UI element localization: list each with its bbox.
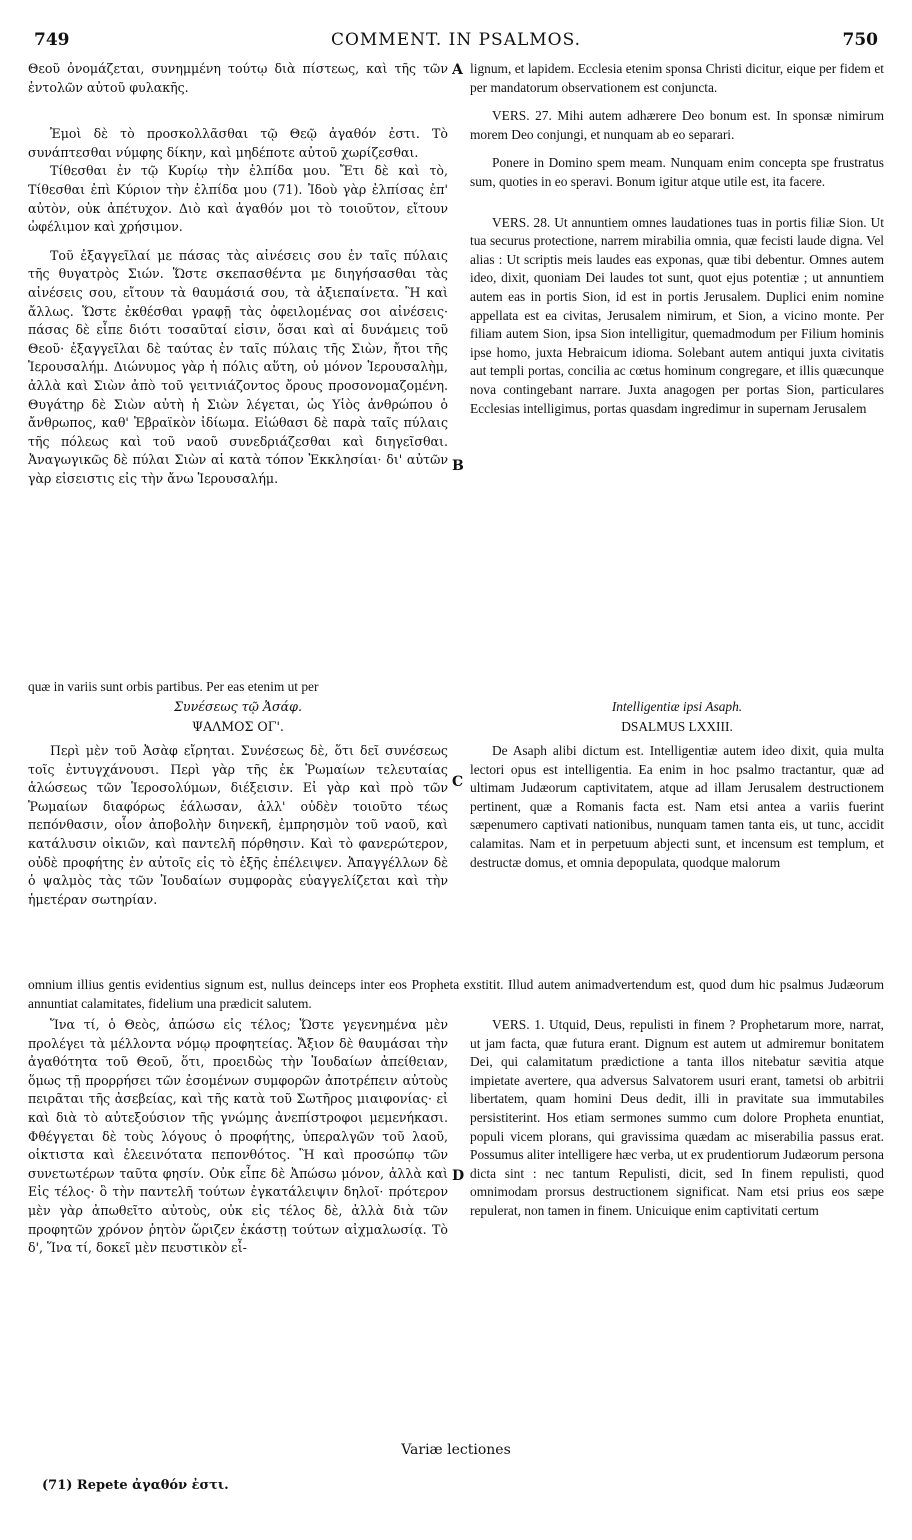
latin-paragraph: De Asaph alibi dictum est. Intelligentiæ autem ideo dixit, quia multa lectori opus est intelligentia. Ea enim in hoc psalmo tractantur, quæ ad ultimam Judæorum captivitatem, atque ad illam Jerusalem destructionem pertinent, quæ a Romanis facta est. Nam etsi antea a variis fuerint sæpenumero captivati nationibus, nunquam tamen tanta eis, ut tunc, accidit calamitas. Nam et in perpetuum abjecti sunt, et incensum est templum, et destructæ domus, et omnia depopulata, quodque malorum — [470, 743, 884, 870]
greek-psalm-heading: Συνέσεως τῷ Ἀσάφ. — [174, 699, 302, 714]
greek-paragraph: Περὶ μὲν τοῦ Ἀσὰφ εἴρηται. Συνέσεως δὲ, ὅτι δεῖ συνέσεως τοῖς ἐντυγχάνουσι. Περὶ γὰρ τῆς ἐκ Ῥωμαίων τελευταίας ἁλώσεως τῶν Ἱεροσολύμων, διέξεισιν. Εἰ γὰρ καὶ πρὸ τῶν Ῥωμαίων διαφόρως ἑάλωσαν, ἀλλ' οὐδὲν τοιοῦτο τέως πεπόνθασιν, οἷον ἀποβολὴν διηνεκῆ, ἐμπρησμὸν τοῦ ναοῦ, καὶ κατάλυσιν οἰκιῶν, καὶ παντελῆ πόρθησιν. Καὶ τὸ φανερώτερον, οὐδὲ προφήτης ἐν αὐτοῖς εἰς τὸ ἑξῆς ἐπέλειψεν. Ἀπαγγέλλων δὲ ὁ ψαλμὸς τὰς τῶν Ἰουδαίων συμφορὰς εὐαγγελίζεται καὶ τὴν ἡμετέραν σωτηρίαν. — [28, 743, 448, 907]
variae-lectiones-heading: Variæ lectiones — [401, 1442, 511, 1458]
margin-marker-d: D — [452, 1168, 465, 1184]
page-header — [28, 30, 884, 56]
greek-column-1 — [28, 60, 448, 488]
greek-paragraph: Τίθεσθαι ἐν τῷ Κυρίῳ τὴν ἐλπίδα μου. Ἔτι δὲ καὶ τὸ, Τίθεσθαι ἐπὶ Κύριον τὴν ἐλπίδα μου (71). Ἰδοὺ γὰρ ἐλπίσας ἐπ' αὐτὸν, οὐκ ἀπέτυχον. Διὸ καὶ ἀγαθόν μοι τὸ τοιοῦτον, εἴτουν ὠφέλιμον καὶ χρήσιμον. — [28, 163, 448, 235]
margin-marker-a: A — [452, 62, 463, 78]
latin-paragraph: lignum, et lapidem. Ecclesia etenim sponsa Christi dicitur, eique per fidem et per mandatorum observationem est conjuncta. — [470, 61, 884, 95]
page-number-left: 749 — [34, 30, 70, 50]
latin-psalm-heading: Intelligentiæ ipsi Asaph. — [611, 699, 743, 714]
greek-column-3 — [28, 1016, 448, 1258]
latin-column-3 — [470, 1016, 884, 1221]
greek-column-2 — [28, 742, 448, 909]
page-number-right: 750 — [842, 30, 878, 50]
greek-paragraph: Ἵνα τί, ὁ Θεὸς, ἀπώσω εἰς τέλος; Ὥστε γεγενημένα μὲν προλέγει τὰ μέλλοντα νόμῳ προφητείας. Ἄξιον δὲ θαυμάσαι τὴν ἀγαθότητα τοῦ Θεοῦ, ὅτι, προειδὼς τὴν Ἰουδαίων ἀπείθειαν, ὅμως τῇ προρρήσει τῶν ἐσομένων συμφορῶν ἀποτρέπειν αὐτοὺς πειρᾶται τῆς ἀσεβείας, καὶ τῆς κατὰ τοῦ Σωτῆρος μιαιφονίας· εἰ καὶ διὰ τὸ αὐτεξούσιον τῆς γνώμης ἀνεπίστροφοι μεμενήκασι. Φθέγγεται δὲ τοὺς λόγους ὁ προφήτης, ὑπεραλγῶν τοῦ λαοῦ, οἰκτιστα καὶ ἐλεεινότατα πεπονθότος. Ἢ καὶ προσώπῳ τῶν συνετωτέρων ταῦτα φησίν. Οὐκ εἶπε δὲ Ἀπώσω μόνον, ἀλλὰ καὶ Εἰς τέλος· ὃ τὴν παντελῆ τούτων ἐγκατάλειψιν δηλοῖ· πρότερον μὲν γὰρ ἀπωθεῖτο αὐτοὺς, οὐκ εἰς τέλος δὲ, ἀλλὰ διὰ τῶν προφητῶν χρόνον ῥητὸν ὥριζεν ἑκάστῃ τούτων αἰχμαλωσίᾳ. Τὸ δ', Ἵνα τί, δοκεῖ μὲν πευστικὸν εἶ- — [28, 1017, 448, 1256]
document-page — [28, 30, 884, 1510]
latin-column-1 — [470, 60, 884, 418]
footnote: (71) Repete ἀγαθόν ἐστι. — [42, 1478, 229, 1493]
margin-marker-b: B — [452, 458, 464, 474]
latin-column-2 — [470, 742, 884, 872]
margin-marker-c: C — [452, 774, 464, 790]
greek-paragraph: Τοῦ ἐξαγγεῖλαί με πάσας τὰς αἰνέσεις σου ἐν ταῖς πύλαις τῆς θυγατρὸς Σιών. Ὥστε σκεπασθέντα με διηγήσασθαι τὰς αἰνέσεις σου, εἴτουν τὰ θαυμάσιά σου, τὰ ἀξιεπαίνετα. Ἢ καὶ ἄλλως. Ὥστε ἐκθέσθαι γραφῇ τὰς ὀφειλομένας σοι αἰνέσεις· πάσας δὲ εἶπε διότι τοσαῦταί εἰσιν, ὅσαι καὶ αἱ δυνάμεις τοῦ Θεοῦ· ἐξαγγεῖλαι δὲ ταύτας ἐν ταῖς πύλαις τῆς Σιὼν, ἤτοι τῆς Ἱερουσαλήμ. Διώνυμος γὰρ ἡ πόλις αὕτη, οὐ μόνον Ἱερουσαλὴμ, ἀλλὰ καὶ Σιὼν ἀπὸ τοῦ γειτνιάζοντος ὄρους προσονομαζομένη. Θυγάτηρ δὲ Σιὼν αὐτὴ ἡ Σιὼν λέγεται, ὡς Υἱὸς ἀνθρώπου ὁ ἄνθρωπος, καθ' Ἑβραϊκὸν ἰδίωμα. Εἰώθασι δὲ παρὰ ταῖς πύλαις τῆς πόλεως καὶ τοῦ ναοῦ συνεδριάζεσθαι καὶ διηγεῖσθαι. Ἀναγωγικῶς δὲ πύλαι Σιὼν αἱ κατὰ τόπον Ἐκκλησίαι· δι' αὐτῶν γὰρ εἰσειστις εἰς τὴν ἄνω Ἱερουσαλήμ. — [28, 247, 448, 486]
full-width-lines: omnium illius gentis evidentius signum est, nullus deinceps inter eos Propheta exstitit. Illud autem animadvertendum est, quod dum hic psalmus Judæorum annuntiat calamitates, fidelium una prædicit salutem. — [28, 977, 884, 1011]
greek-paragraph: Ἐμοὶ δὲ τὸ προσκολλᾶσθαι τῷ Θεῷ ἀγαθόν ἐστι. Τὸ συνάπτεσθαι νύμφης δίκην, καὶ μηδέποτε αὐτοῦ χωρίζεσθαι. — [28, 126, 448, 160]
latin-paragraph: VERS. 27. Mihi autem adhærere Deo bonum est. In sponsæ nimirum morem Deo conjungi, et nunquam ab eo separari. — [470, 108, 884, 142]
latin-paragraph: VERS. 1. Utquid, Deus, repulisti in finem ? Prophetarum more, narrat, ut jam facta, quæ futura erant. Dignum est autem ut admiremur bonitatem Dei, qui calamitatum prædictione a tanta illos nitebatur sævitia atque impietate avertere, qua adversus Salvatorem usuri erant, tametsi ob arbitrii libertatem, quam homini Deus dedit, illi in pravitate sua immutabiles persistiterint. Hos etiam sermones summo cum dolore Propheta enuntiat, populi vicem plorans, qui gravissima quædam ac miserabilia passus erat. Possumus aliter intelligere hæc verba, ut ex prudentiorum Judæorum persona dicta sint : nec tantum Repulisti, dicit, sed In finem repulisti, quod omnimodam prorsus destructionem significat. Nam etsi prius eos sæpe repulerat, non tamen in finem. Unicuique enim captivitati certum — [470, 1017, 884, 1218]
greek-psalm-title: ΨΑΛΜΟΣ ΟΓ'. — [192, 719, 284, 734]
latin-paragraph: Ponere in Domino spem meam. Nunquam enim concepta spe frustratus sum, quoties in eo speravi. Bonum igitur atque utile est, ita facere. — [470, 155, 884, 189]
bridge-line: quæ in variis sunt orbis partibus. Per eas etenim ut per — [28, 679, 319, 694]
latin-paragraph: VERS. 28. Ut annuntiem omnes laudationes tuas in portis filiæ Sion. Ut tua securus protectione, narrem mirabilia omnia, quæ fecisti laude digna. Vel alias : Ut scriptis meis laudes eas exponas, quæ tibi debentur. Omnes autem ideo, dixit, quoniam Dei laudes tot sunt, quot ejus potentiæ ; ut annuntiem autem eas in portis Sion, id est in portis Jerusalem. Duplici enim nomine appellata est ea civitas, Jerusalem nimirum, et Sion, a vicino monte. Per filiam autem Sion, ipsa Sion intelligitur, quemadmodum per Filium hominis ipse homo, juxta Hebraicum idioma. Solebant autem antiqui juxta civitatis aut templi portas, concilia ac cœtus hominum congregare, et illis quæcunque nova contingebant narrare. Juxta anagogen per portas Sion, particulares Ecclesias intelligimus, portas quasdam ingredimur in supernam Jerusalem — [470, 214, 884, 416]
running-title: COMMENT. IN PSALMOS. — [330, 30, 582, 50]
greek-paragraph: Θεοῦ ὀνομάζεται, συνημμένη τούτῳ διὰ πίστεως, καὶ τῆς τῶν ἐντολῶν αὐτοῦ φυλακῆς. — [28, 61, 448, 95]
latin-psalm-title: DSALMUS LXXIII. — [621, 719, 733, 734]
